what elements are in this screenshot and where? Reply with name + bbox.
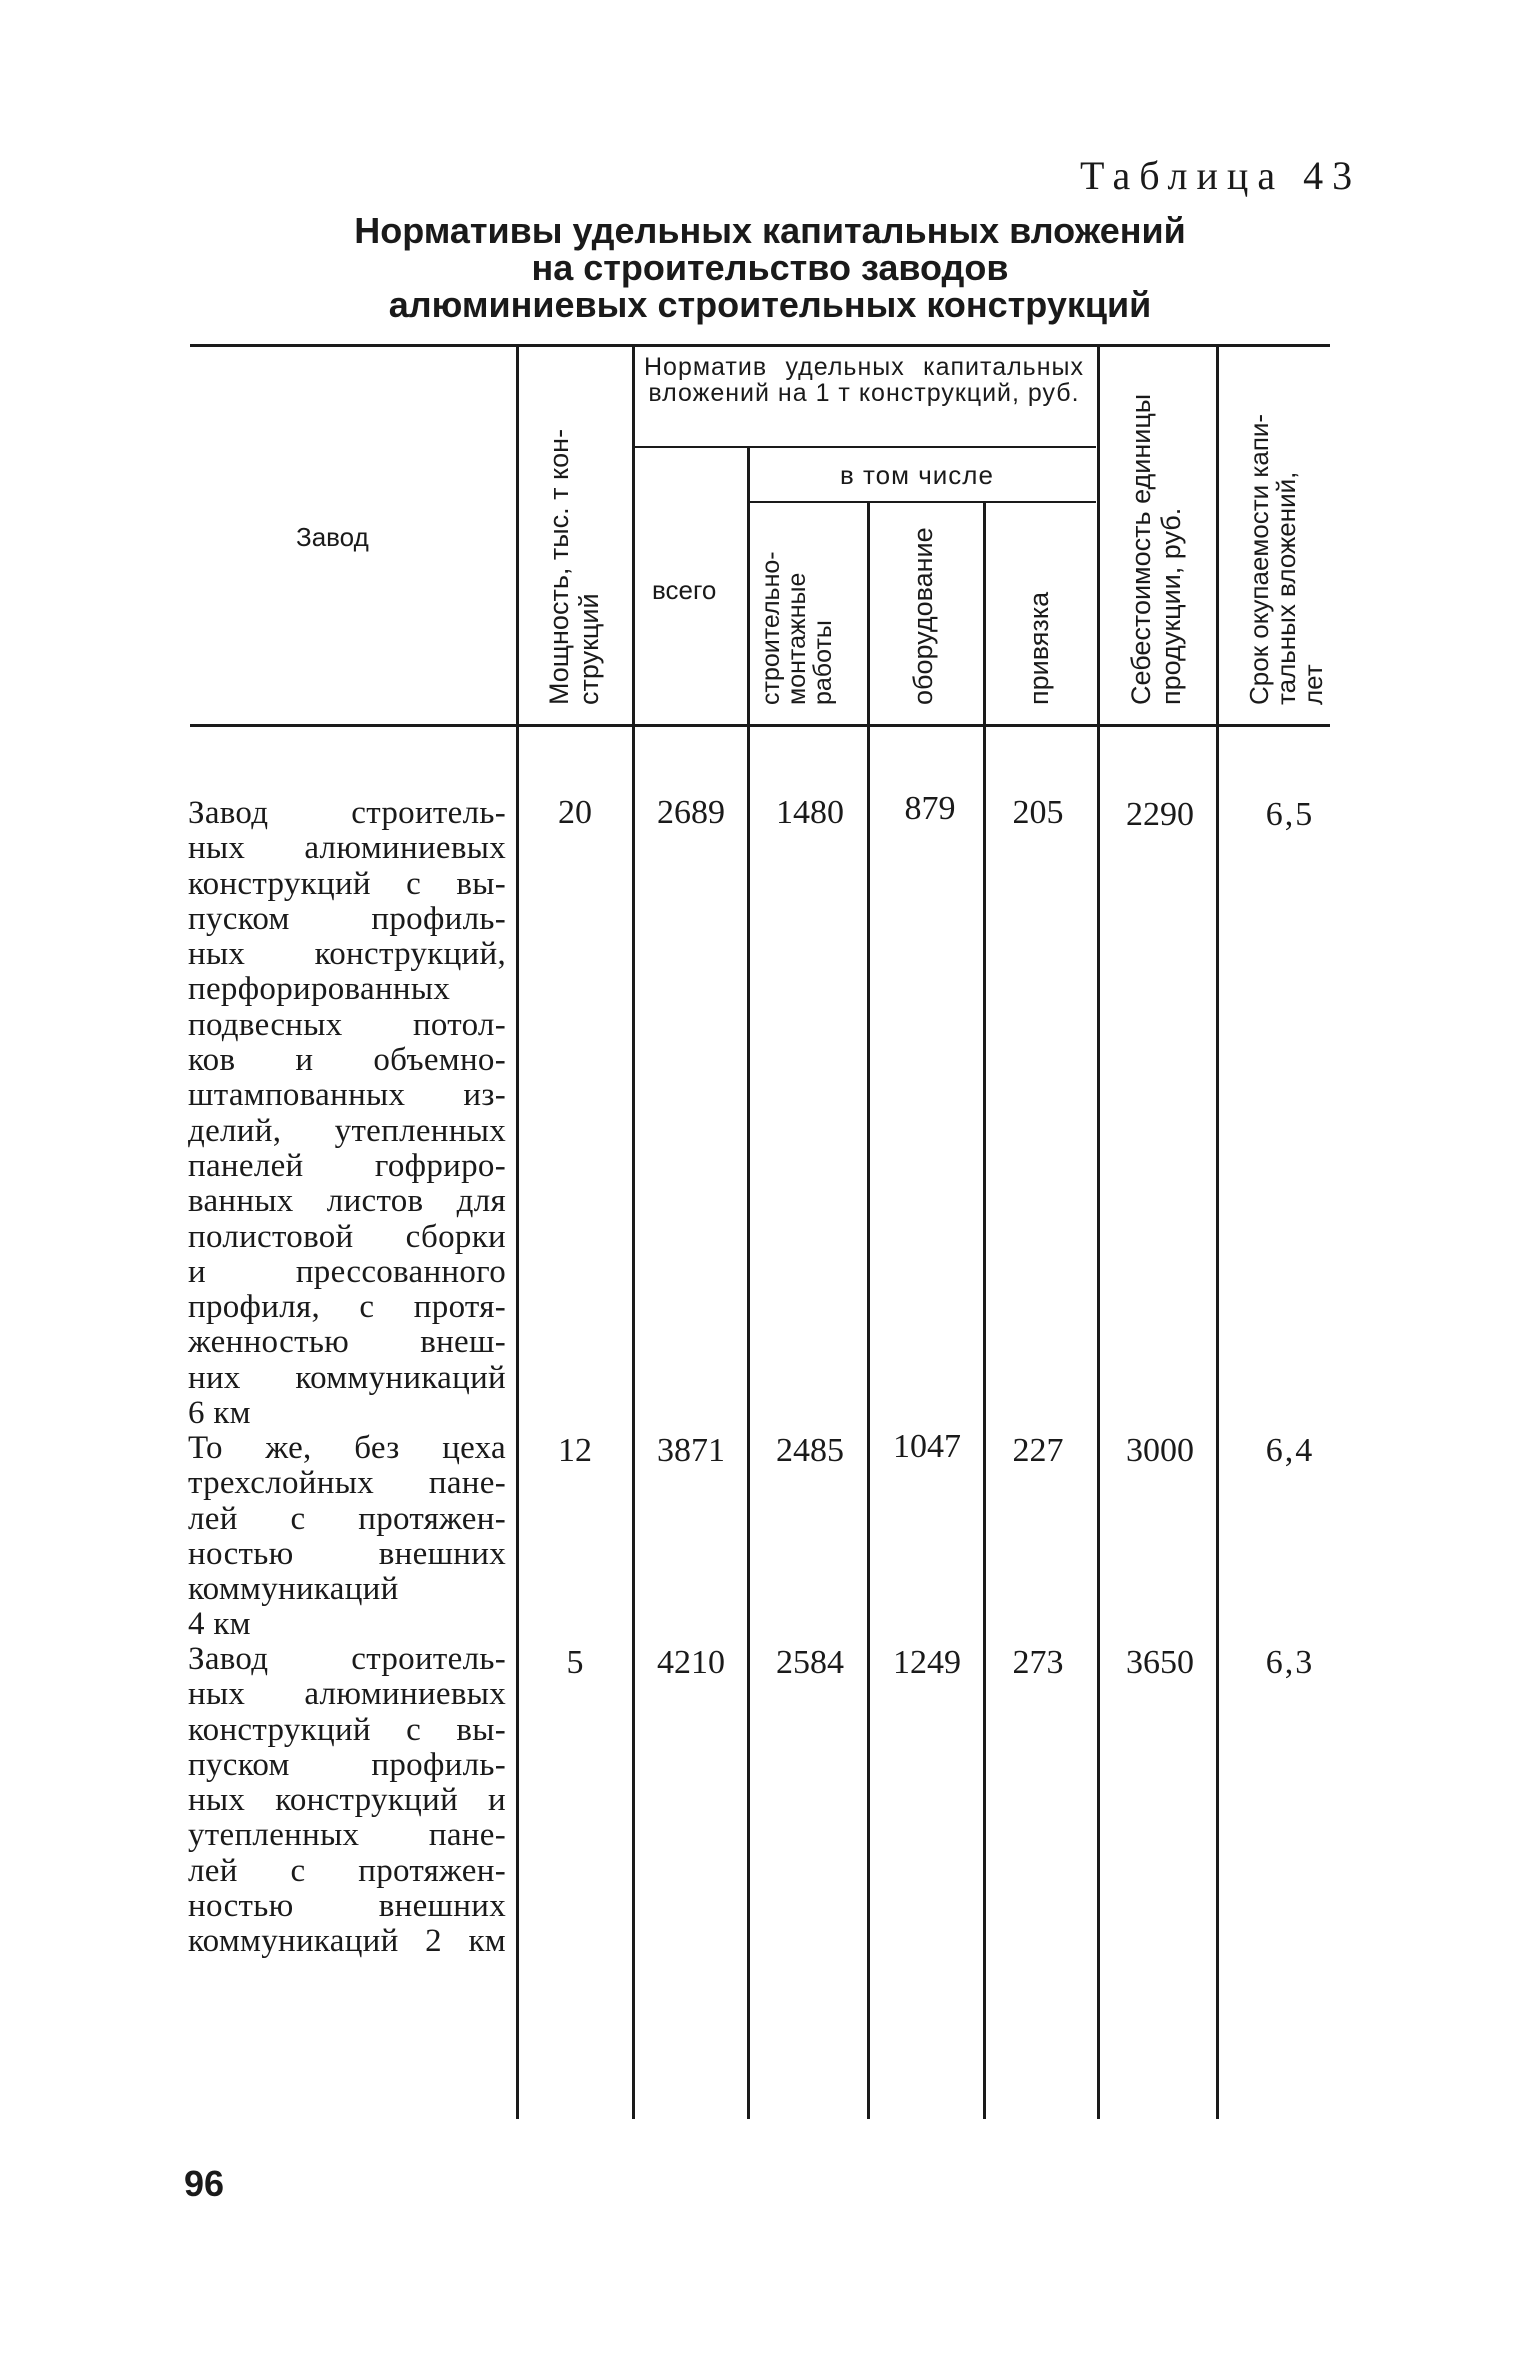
table-title: [250, 212, 1290, 323]
header-moshchnost: Мощность, тыс. т кон- струкций: [544, 428, 604, 705]
row-1-vsego: 2689: [657, 794, 725, 831]
normativ-rule: [634, 446, 1096, 448]
column-divider: [867, 501, 870, 2119]
header-stroitelno-montazhnye: строительно- монтажные работы: [757, 551, 837, 705]
column-divider: [983, 501, 986, 2119]
column-divider: [747, 446, 750, 2119]
table-top-rule: [190, 344, 1330, 347]
row-3-srok: 6,3: [1265, 1644, 1315, 1681]
header-normativ: Норматив удельных капитальных вложений на 1 т конструкций, руб.: [644, 353, 1084, 407]
row-1-description: Завод строитель- ных алюминиевых конструкций с вы- пуском профиль- ных конструкций, перфорированных подвесных потол- ков и объемно- штампованных из- делий, утепленных панелей гофриро- ванных листов для полистовой сборки и прессованного профиля, с протя- женностью внеш- них коммуникаций 6 км: [188, 795, 506, 1432]
header-v-tom-chisle: в том числе: [840, 460, 994, 490]
row-2-srok: 6,4: [1265, 1432, 1315, 1469]
row-1-smr: 1480: [776, 794, 844, 831]
row-2-sebestoimost: 3000: [1126, 1432, 1194, 1469]
row-1-srok: 6,5: [1265, 796, 1315, 833]
header-vsego: всего: [652, 575, 717, 605]
column-divider: [1216, 344, 1219, 2119]
row-2-description: То же, без цеха трехслойных пане- лей с протяжен- ностью внешних коммуникаций 4 км: [188, 1430, 506, 1643]
row-1-moshchnost: 20: [558, 794, 592, 831]
header-privyazka: привязка: [1024, 591, 1054, 705]
column-divider: [516, 344, 519, 2119]
row-3-sebestoimost: 3650: [1126, 1644, 1194, 1681]
row-3-description: Завод строитель- ных алюминиевых конструкций с вы- пуском профиль- ных конструкций и утепленных пане- лей с протяжен- ностью внешних коммуникаций 2 км: [188, 1641, 506, 1960]
row-3-oborudovanie: 1249: [893, 1644, 961, 1681]
row-2-oborudovanie: 1047: [893, 1428, 961, 1465]
title-line: на строительство заводов: [531, 247, 1009, 288]
row-2-smr: 2485: [776, 1432, 844, 1469]
page-number: 96: [184, 2163, 225, 2204]
row-1-sebestoimost: 2290: [1126, 796, 1194, 833]
column-divider: [632, 344, 635, 2119]
column-divider: [1097, 344, 1100, 2119]
row-3-smr: 2584: [776, 1644, 844, 1681]
v-tom-chisle-rule: [748, 501, 1096, 503]
title-line: алюминиевых строительных конструкций: [388, 284, 1152, 325]
header-bottom-rule: [190, 724, 1330, 727]
row-1-privyazka: 205: [1012, 794, 1064, 831]
row-2-vsego: 3871: [657, 1432, 725, 1469]
row-3-moshchnost: 5: [566, 1644, 584, 1681]
table-label: Таблица 43: [1080, 153, 1362, 198]
row-1-oborudovanie: 879: [904, 790, 956, 827]
header-sebestoimost: Себестоимость единицы продукции, руб.: [1126, 393, 1186, 705]
row-2-moshchnost: 12: [558, 1432, 592, 1469]
header-srok: Срок окупаемости капи- тальных вложений, лет: [1244, 413, 1328, 705]
header-oborudovanie: оборудование: [908, 527, 938, 705]
header-zavod: Завод: [296, 522, 369, 552]
row-3-privyazka: 273: [1012, 1644, 1064, 1681]
row-2-privyazka: 227: [1012, 1432, 1064, 1469]
title-line: Нормативы удельных капитальных вложений: [354, 210, 1186, 251]
row-3-vsego: 4210: [657, 1644, 725, 1681]
